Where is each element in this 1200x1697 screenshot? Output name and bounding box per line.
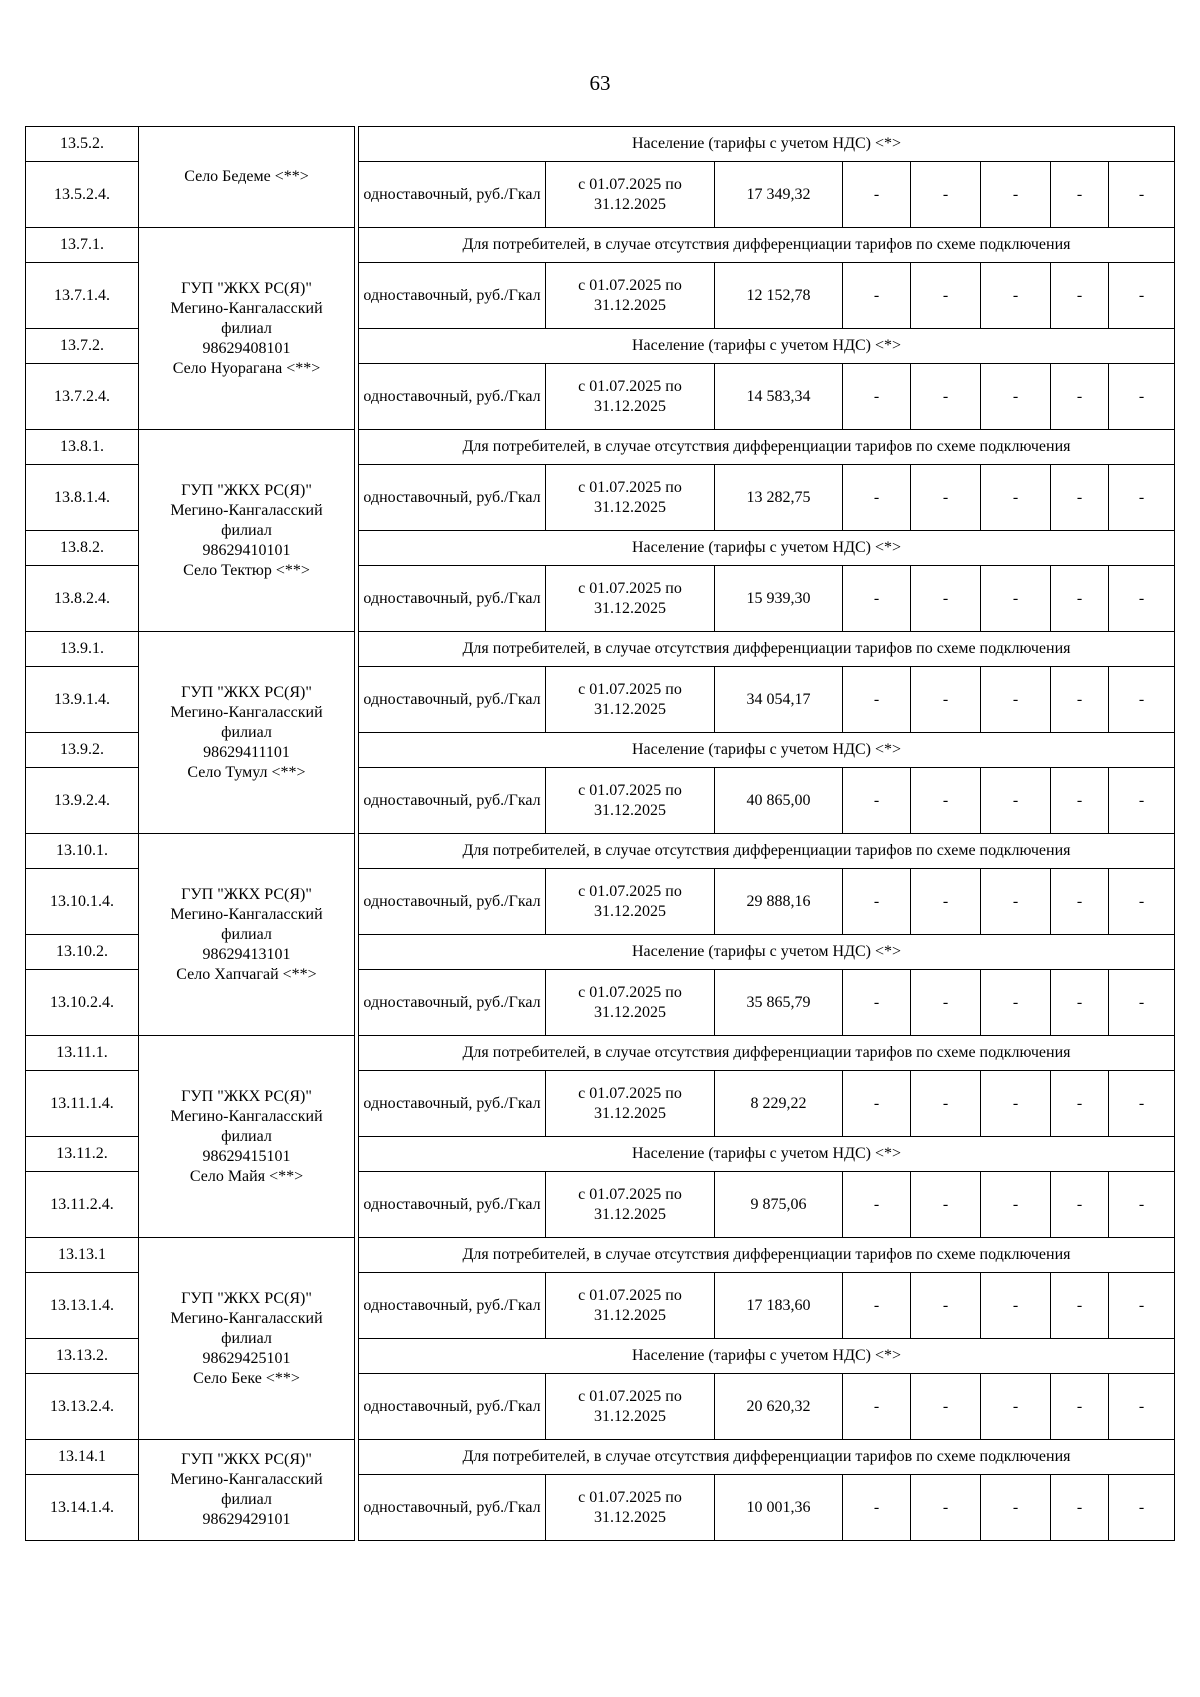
organization-line: филиал bbox=[221, 1329, 272, 1347]
empty-value-cell: - bbox=[911, 768, 981, 834]
tariff-table bbox=[25, 126, 1175, 1541]
empty-value-cell: - bbox=[911, 970, 981, 1036]
row-number: 13.13.2. bbox=[26, 1339, 139, 1374]
section-row bbox=[26, 127, 1175, 162]
tariff-type: одноставочный, руб./Гкал bbox=[359, 1475, 546, 1541]
tariff-type: одноставочный, руб./Гкал bbox=[359, 667, 546, 733]
organization-line: 98629411101 bbox=[203, 743, 290, 761]
row-number: 13.7.1. bbox=[26, 228, 139, 263]
empty-value-cell: - bbox=[1109, 1172, 1175, 1238]
tariff-value: 15 939,30 bbox=[715, 566, 843, 632]
organization-line: ГУП "ЖКХ РС(Я)" bbox=[181, 683, 312, 701]
empty-value-cell: - bbox=[1109, 566, 1175, 632]
section-title: Население (тарифы с учетом НДС) <*> bbox=[359, 329, 1175, 364]
tariff-period: с 01.07.2025 по 31.12.2025 bbox=[546, 1071, 715, 1137]
organization-line: ГУП "ЖКХ РС(Я)" bbox=[181, 1451, 312, 1468]
row-number: 13.13.1 bbox=[26, 1238, 139, 1273]
section-row bbox=[26, 1440, 1175, 1475]
row-number: 13.11.2. bbox=[26, 1137, 139, 1172]
row-number: 13.11.1. bbox=[26, 1036, 139, 1071]
organization-line: Мегино-Кангаласский bbox=[170, 501, 323, 519]
section-title: Население (тарифы с учетом НДС) <*> bbox=[359, 127, 1175, 162]
page-number: 63 bbox=[589, 71, 611, 95]
tariff-value: 12 152,78 bbox=[715, 263, 843, 329]
organization-line: Мегино-Кангаласский bbox=[170, 1471, 323, 1488]
section-title: Население (тарифы с учетом НДС) <*> bbox=[359, 531, 1175, 566]
empty-value-cell: - bbox=[843, 465, 911, 531]
tariff-period: с 01.07.2025 по 31.12.2025 bbox=[546, 667, 715, 733]
organization-line: Мегино-Кангаласский bbox=[170, 299, 323, 317]
organization-cell bbox=[139, 127, 355, 228]
empty-value-cell: - bbox=[981, 869, 1051, 935]
empty-value-cell: - bbox=[981, 263, 1051, 329]
tariff-period: с 01.07.2025 по 31.12.2025 bbox=[546, 263, 715, 329]
organization-line: филиал bbox=[221, 925, 272, 943]
tariff-value: 17 183,60 bbox=[715, 1273, 843, 1339]
section-row bbox=[26, 1036, 1175, 1071]
tariff-type: одноставочный, руб./Гкал bbox=[359, 1374, 546, 1440]
empty-value-cell: - bbox=[981, 1475, 1051, 1541]
tariff-period: с 01.07.2025 по 31.12.2025 bbox=[546, 869, 715, 935]
section-title: Для потребителей, в случае отсутствия дифференциации тарифов по схеме подключения bbox=[359, 228, 1175, 263]
empty-value-cell: - bbox=[1051, 566, 1109, 632]
section-title: Население (тарифы с учетом НДС) <*> bbox=[359, 1339, 1175, 1374]
tariff-type: одноставочный, руб./Гкал bbox=[359, 768, 546, 834]
row-number: 13.8.1.4. bbox=[26, 465, 139, 531]
tariff-type: одноставочный, руб./Гкал bbox=[359, 566, 546, 632]
organization-line: Село Майя <**> bbox=[189, 1167, 304, 1185]
tariff-value: 40 865,00 bbox=[715, 768, 843, 834]
table-body bbox=[26, 127, 1175, 1541]
empty-value-cell: - bbox=[981, 1273, 1051, 1339]
empty-value-cell: - bbox=[1051, 970, 1109, 1036]
section-title: Для потребителей, в случае отсутствия дифференциации тарифов по схеме подключения bbox=[359, 1036, 1175, 1071]
section-title: Для потребителей, в случае отсутствия дифференциации тарифов по схеме подключения bbox=[359, 1238, 1175, 1273]
row-number: 13.9.1.4. bbox=[26, 667, 139, 733]
section-title: Население (тарифы с учетом НДС) <*> bbox=[359, 1137, 1175, 1172]
tariff-value: 9 875,06 bbox=[715, 1172, 843, 1238]
empty-value-cell: - bbox=[981, 970, 1051, 1036]
empty-value-cell: - bbox=[843, 263, 911, 329]
organization-cell bbox=[139, 1036, 355, 1238]
section-title: Для потребителей, в случае отсутствия дифференциации тарифов по схеме подключения bbox=[359, 632, 1175, 667]
tariff-period: с 01.07.2025 по 31.12.2025 bbox=[546, 1172, 715, 1238]
section-title: Население (тарифы с учетом НДС) <*> bbox=[359, 733, 1175, 768]
row-number: 13.8.1. bbox=[26, 430, 139, 465]
empty-value-cell: - bbox=[911, 1374, 981, 1440]
organization-line: филиал bbox=[221, 723, 272, 741]
organization-line: Село Бедеме <**> bbox=[184, 168, 309, 185]
organization-line: Мегино-Кангаласский bbox=[170, 703, 323, 721]
tariff-type: одноставочный, руб./Гкал bbox=[359, 162, 546, 228]
tariff-value: 20 620,32 bbox=[715, 1374, 843, 1440]
tariff-period: с 01.07.2025 по 31.12.2025 bbox=[546, 768, 715, 834]
row-number: 13.10.2.4. bbox=[26, 970, 139, 1036]
empty-value-cell: - bbox=[911, 1071, 981, 1137]
empty-value-cell: - bbox=[981, 566, 1051, 632]
empty-value-cell: - bbox=[843, 162, 911, 228]
organization-line: филиал bbox=[221, 1127, 272, 1145]
row-number: 13.10.2. bbox=[26, 935, 139, 970]
empty-value-cell: - bbox=[911, 1273, 981, 1339]
organization-line: Село Тумул <**> bbox=[187, 763, 306, 781]
organization-line: филиал bbox=[221, 1491, 272, 1508]
empty-value-cell: - bbox=[1051, 1273, 1109, 1339]
empty-value-cell: - bbox=[981, 667, 1051, 733]
row-number: 13.14.1.4. bbox=[26, 1475, 139, 1541]
row-number: 13.7.1.4. bbox=[26, 263, 139, 329]
tariff-type: одноставочный, руб./Гкал bbox=[359, 1273, 546, 1339]
organization-line: ГУП "ЖКХ РС(Я)" bbox=[181, 1087, 312, 1105]
row-number: 13.9.2.4. bbox=[26, 768, 139, 834]
tariff-type: одноставочный, руб./Гкал bbox=[359, 1172, 546, 1238]
empty-value-cell: - bbox=[1109, 970, 1175, 1036]
empty-value-cell: - bbox=[1109, 364, 1175, 430]
tariff-period: с 01.07.2025 по 31.12.2025 bbox=[546, 566, 715, 632]
tariff-value: 13 282,75 bbox=[715, 465, 843, 531]
row-number: 13.10.1.4. bbox=[26, 869, 139, 935]
organization-line: 98629415101 bbox=[202, 1147, 291, 1165]
tariff-type: одноставочный, руб./Гкал bbox=[359, 970, 546, 1036]
section-row bbox=[26, 1238, 1175, 1273]
tariff-value: 34 054,17 bbox=[715, 667, 843, 733]
empty-value-cell: - bbox=[981, 162, 1051, 228]
empty-value-cell: - bbox=[1109, 465, 1175, 531]
organization-line: филиал bbox=[221, 319, 272, 337]
empty-value-cell: - bbox=[1109, 1273, 1175, 1339]
tariff-value: 35 865,79 bbox=[715, 970, 843, 1036]
organization-line: ГУП "ЖКХ РС(Я)" bbox=[181, 279, 312, 297]
tariff-type: одноставочный, руб./Гкал bbox=[359, 1071, 546, 1137]
row-number: 13.11.1.4. bbox=[26, 1071, 139, 1137]
empty-value-cell: - bbox=[981, 1374, 1051, 1440]
organization-line: ГУП "ЖКХ РС(Я)" bbox=[181, 885, 312, 903]
empty-value-cell: - bbox=[1051, 1475, 1109, 1541]
row-number: 13.8.2.4. bbox=[26, 566, 139, 632]
tariff-type: одноставочный, руб./Гкал bbox=[359, 364, 546, 430]
organization-line: 98629429101 bbox=[202, 1511, 291, 1528]
organization-cell bbox=[139, 1440, 355, 1541]
empty-value-cell: - bbox=[1109, 263, 1175, 329]
empty-value-cell: - bbox=[981, 465, 1051, 531]
organization-cell bbox=[139, 1238, 355, 1440]
tariff-period: с 01.07.2025 по 31.12.2025 bbox=[546, 162, 715, 228]
empty-value-cell: - bbox=[981, 364, 1051, 430]
row-number: 13.9.2. bbox=[26, 733, 139, 768]
empty-value-cell: - bbox=[911, 1475, 981, 1541]
empty-value-cell: - bbox=[981, 768, 1051, 834]
empty-value-cell: - bbox=[1109, 1475, 1175, 1541]
empty-value-cell: - bbox=[911, 162, 981, 228]
section-row bbox=[26, 632, 1175, 667]
empty-value-cell: - bbox=[843, 1273, 911, 1339]
organization-cell bbox=[139, 430, 355, 632]
tariff-type: одноставочный, руб./Гкал bbox=[359, 869, 546, 935]
row-number: 13.10.1. bbox=[26, 834, 139, 869]
tariff-period: с 01.07.2025 по 31.12.2025 bbox=[546, 970, 715, 1036]
organization-line: Мегино-Кангаласский bbox=[170, 1309, 323, 1327]
empty-value-cell: - bbox=[1051, 1172, 1109, 1238]
organization-line: Мегино-Кангаласский bbox=[170, 905, 323, 923]
tariff-type: одноставочный, руб./Гкал bbox=[359, 465, 546, 531]
empty-value-cell: - bbox=[843, 1071, 911, 1137]
row-number: 13.9.1. bbox=[26, 632, 139, 667]
empty-value-cell: - bbox=[1051, 263, 1109, 329]
empty-value-cell: - bbox=[1109, 869, 1175, 935]
empty-value-cell: - bbox=[911, 869, 981, 935]
empty-value-cell: - bbox=[843, 667, 911, 733]
row-number: 13.11.2.4. bbox=[26, 1172, 139, 1238]
tariff-period: с 01.07.2025 по 31.12.2025 bbox=[546, 1374, 715, 1440]
tariff-value: 10 001,36 bbox=[715, 1475, 843, 1541]
organization-line: Село Нуорагана <**> bbox=[172, 359, 321, 377]
empty-value-cell: - bbox=[843, 1374, 911, 1440]
section-title: Для потребителей, в случае отсутствия дифференциации тарифов по схеме подключения bbox=[359, 834, 1175, 869]
row-number: 13.13.1.4. bbox=[26, 1273, 139, 1339]
tariff-period: с 01.07.2025 по 31.12.2025 bbox=[546, 364, 715, 430]
row-number: 13.7.2.4. bbox=[26, 364, 139, 430]
organization-line: ГУП "ЖКХ РС(Я)" bbox=[181, 1289, 312, 1307]
empty-value-cell: - bbox=[911, 364, 981, 430]
organization-cell bbox=[139, 834, 355, 1036]
tariff-value: 29 888,16 bbox=[715, 869, 843, 935]
empty-value-cell: - bbox=[981, 1071, 1051, 1137]
organization-line: Село Беке <**> bbox=[193, 1369, 300, 1387]
organization-line: 98629410101 bbox=[202, 541, 291, 559]
organization-line: ГУП "ЖКХ РС(Я)" bbox=[181, 481, 312, 499]
empty-value-cell: - bbox=[1051, 1374, 1109, 1440]
row-number: 13.14.1 bbox=[26, 1440, 139, 1475]
tariff-type: одноставочный, руб./Гкал bbox=[359, 263, 546, 329]
empty-value-cell: - bbox=[911, 263, 981, 329]
tariff-value: 14 583,34 bbox=[715, 364, 843, 430]
empty-value-cell: - bbox=[911, 566, 981, 632]
organization-line: филиал bbox=[221, 521, 272, 539]
row-number: 13.7.2. bbox=[26, 329, 139, 364]
section-row bbox=[26, 430, 1175, 465]
organization-cell bbox=[139, 632, 355, 834]
row-number: 13.5.2. bbox=[26, 127, 139, 162]
empty-value-cell: - bbox=[1109, 768, 1175, 834]
empty-value-cell: - bbox=[843, 970, 911, 1036]
organization-line: 98629408101 bbox=[202, 339, 291, 357]
row-number: 13.8.2. bbox=[26, 531, 139, 566]
row-number: 13.5.2.4. bbox=[26, 162, 139, 228]
empty-value-cell: - bbox=[843, 364, 911, 430]
tariff-period: с 01.07.2025 по 31.12.2025 bbox=[546, 1273, 715, 1339]
empty-value-cell: - bbox=[1051, 1071, 1109, 1137]
empty-value-cell: - bbox=[1051, 869, 1109, 935]
empty-value-cell: - bbox=[981, 1172, 1051, 1238]
empty-value-cell: - bbox=[1109, 162, 1175, 228]
empty-value-cell: - bbox=[843, 1172, 911, 1238]
empty-value-cell: - bbox=[1109, 667, 1175, 733]
empty-value-cell: - bbox=[1051, 465, 1109, 531]
organization-line: Село Тектюр <**> bbox=[183, 561, 310, 579]
organization-cell bbox=[139, 228, 355, 430]
row-number: 13.13.2.4. bbox=[26, 1374, 139, 1440]
empty-value-cell: - bbox=[843, 1475, 911, 1541]
empty-value-cell: - bbox=[1109, 1071, 1175, 1137]
organization-line: 98629413101 bbox=[202, 945, 291, 963]
section-title: Для потребителей, в случае отсутствия дифференциации тарифов по схеме подключения bbox=[359, 430, 1175, 465]
empty-value-cell: - bbox=[1051, 667, 1109, 733]
tariff-value: 17 349,32 bbox=[715, 162, 843, 228]
empty-value-cell: - bbox=[911, 667, 981, 733]
empty-value-cell: - bbox=[1051, 364, 1109, 430]
tariff-value: 8 229,22 bbox=[715, 1071, 843, 1137]
empty-value-cell: - bbox=[1109, 1374, 1175, 1440]
empty-value-cell: - bbox=[1051, 768, 1109, 834]
tariff-period: с 01.07.2025 по 31.12.2025 bbox=[546, 465, 715, 531]
organization-line: Село Хапчагай <**> bbox=[176, 965, 317, 983]
empty-value-cell: - bbox=[843, 869, 911, 935]
organization-line: Мегино-Кангаласский bbox=[170, 1107, 323, 1125]
empty-value-cell: - bbox=[843, 566, 911, 632]
organization-line: 98629425101 bbox=[202, 1349, 291, 1367]
tariff-period: с 01.07.2025 по 31.12.2025 bbox=[546, 1475, 715, 1541]
section-title: Для потребителей, в случае отсутствия дифференциации тарифов по схеме подключения bbox=[359, 1440, 1175, 1475]
section-row bbox=[26, 228, 1175, 263]
section-row bbox=[26, 834, 1175, 869]
empty-value-cell: - bbox=[1051, 162, 1109, 228]
empty-value-cell: - bbox=[911, 465, 981, 531]
empty-value-cell: - bbox=[843, 768, 911, 834]
empty-value-cell: - bbox=[911, 1172, 981, 1238]
section-title: Население (тарифы с учетом НДС) <*> bbox=[359, 935, 1175, 970]
